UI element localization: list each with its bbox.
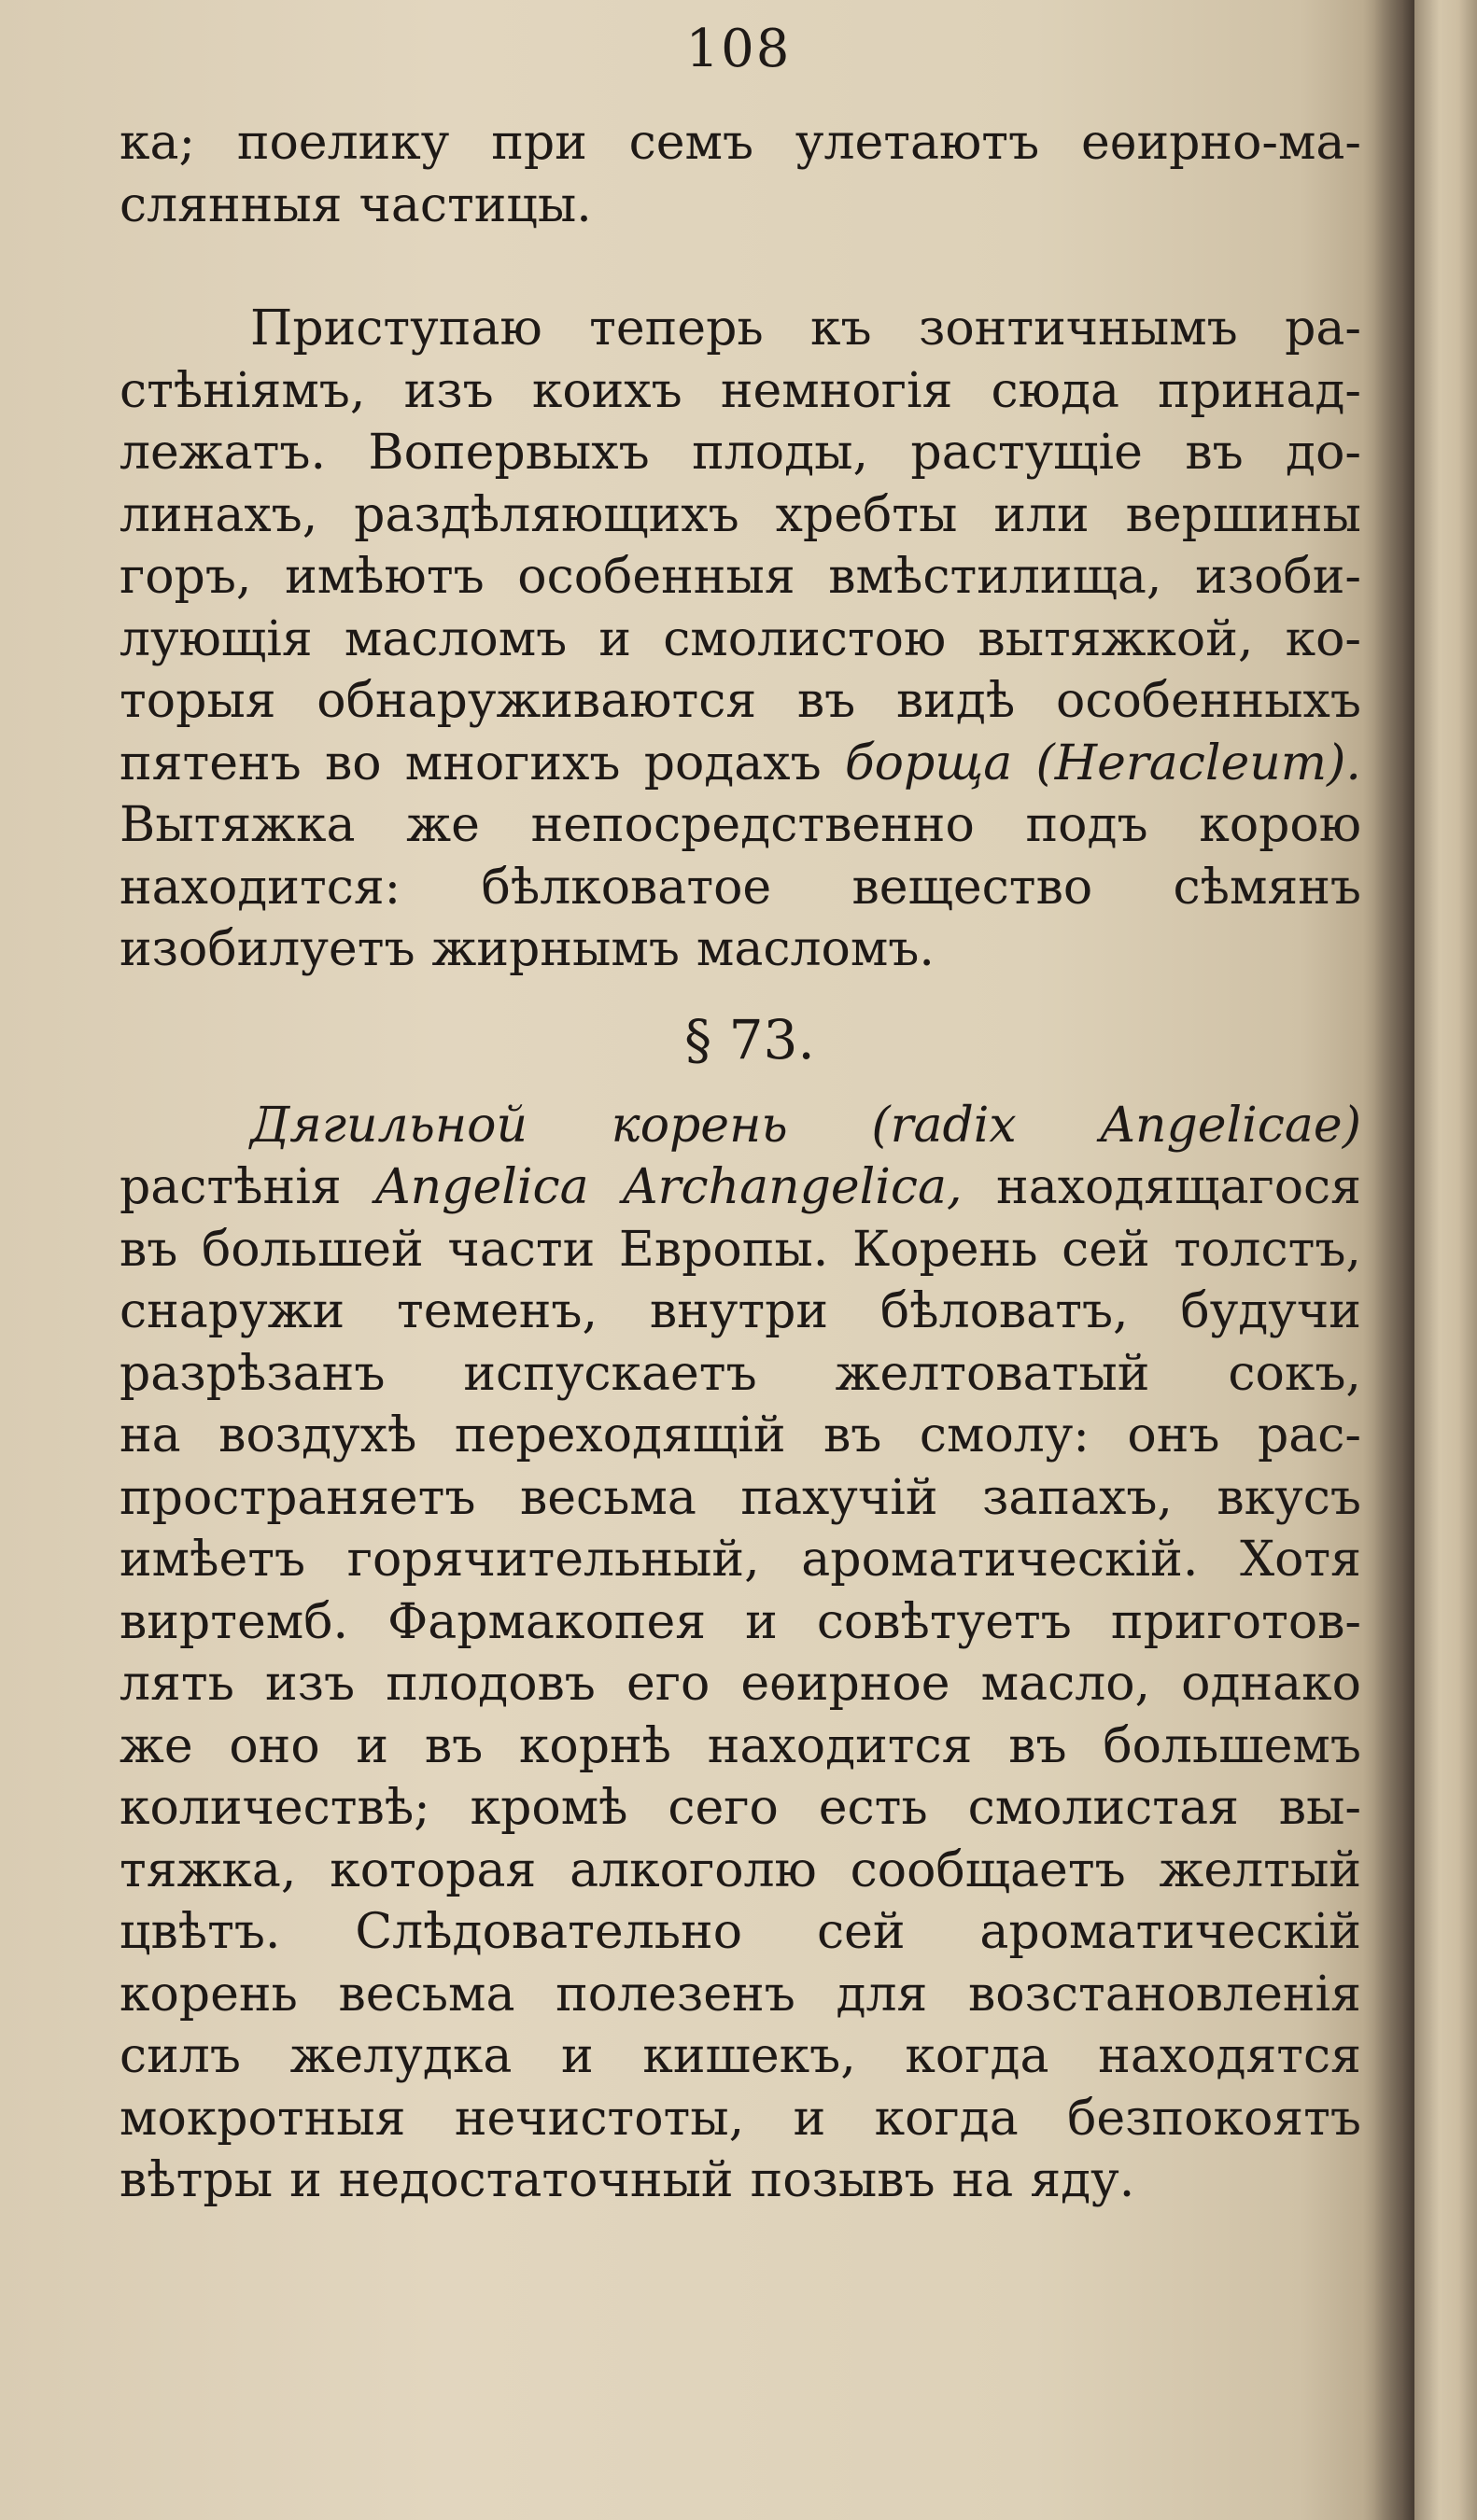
text-line: на воздухѣ переходящій въ смолу: онъ рас- — [120, 1407, 1361, 1463]
page-number: 108 — [685, 19, 792, 79]
paragraph-gap — [120, 236, 1361, 298]
text-line: виртемб. Фармакопея и совѣтуетъ приготов- — [120, 1593, 1361, 1650]
text-line: въ большей части Европы. Корень сей толстъ, — [120, 1221, 1361, 1278]
text-line: количествѣ; кромѣ сего есть смолистая вы- — [120, 1780, 1361, 1836]
text-line: Приступаю теперь къ зонтичнымъ ра- — [250, 301, 1361, 357]
text-line: растѣнія Angelica Archangelica, находящагося — [120, 1159, 1361, 1215]
text-line: вѣтры и недостаточный позывъ на яду. — [120, 2152, 1135, 2208]
text-line: же оно и въ корнѣ находится въ большемъ — [120, 1717, 1361, 1774]
paragraph-umbellifers — [120, 298, 1361, 981]
paragraph-continuation — [120, 112, 1361, 236]
facing-page-edge — [1414, 0, 1477, 2520]
text-line: ка; поелику при семъ улетаютъ еѳирно-ма- — [120, 115, 1361, 171]
text-line: лять изъ плодовъ его еѳирное масло, однако — [120, 1656, 1361, 1712]
text-line: корень весьма полезенъ для возстановленія — [120, 1966, 1361, 2023]
text-line: горъ, имѣютъ особенныя вмѣстилища, изоби- — [120, 549, 1361, 605]
text-line: торыя обнаруживаются въ видѣ особенныхъ — [120, 673, 1361, 729]
text-line: лующія масломъ и смолистою вытяжкой, ко- — [120, 610, 1361, 667]
paragraph-angelica — [120, 1095, 1361, 2212]
text-line: Вытяжка же непосредственно подъ корою — [120, 797, 1361, 853]
text-line: пространяетъ весьма пахучій запахъ, вкусъ — [120, 1469, 1361, 1526]
text-line: снаружи теменъ, внутри бѣловатъ, будучи — [120, 1283, 1361, 1339]
text-line: стѣніямъ, изъ коихъ немногія сюда принад- — [120, 362, 1361, 419]
text-line: цвѣтъ. Слѣдовательно сей ароматическій — [120, 1904, 1361, 1960]
text-line: силъ желудка и кишекъ, когда находятся — [120, 2028, 1361, 2084]
section-heading: § 73. — [684, 1007, 815, 1071]
text-line: Дягильной корень (radix Angelicae) — [250, 1097, 1361, 1154]
text-line: линахъ, раздѣляющихъ хребты или вершины — [120, 486, 1361, 543]
body-text — [120, 112, 1361, 2212]
text-line: изобилуетъ жирнымъ масломъ. — [120, 921, 935, 977]
text-line: лежатъ. Вопервыхъ плоды, растущіе въ до- — [120, 425, 1361, 481]
text-line: разрѣзанъ испускаетъ желтоватый сокъ, — [120, 1345, 1361, 1402]
text-line: тяжка, которая алкоголю сообщаетъ желтый — [120, 1841, 1361, 1898]
text-line: имѣетъ горячительный, ароматическій. Хотя — [120, 1532, 1361, 1588]
text-line: слянныя частицы. — [120, 176, 592, 233]
text-line: находится: бѣлковатое вещество сѣмянъ — [120, 859, 1361, 916]
text-line: мокротныя нечистоты, и когда безпокоятъ — [120, 2090, 1361, 2147]
text-line: пятенъ во многихъ родахъ борща (Heracleum). — [120, 735, 1361, 791]
